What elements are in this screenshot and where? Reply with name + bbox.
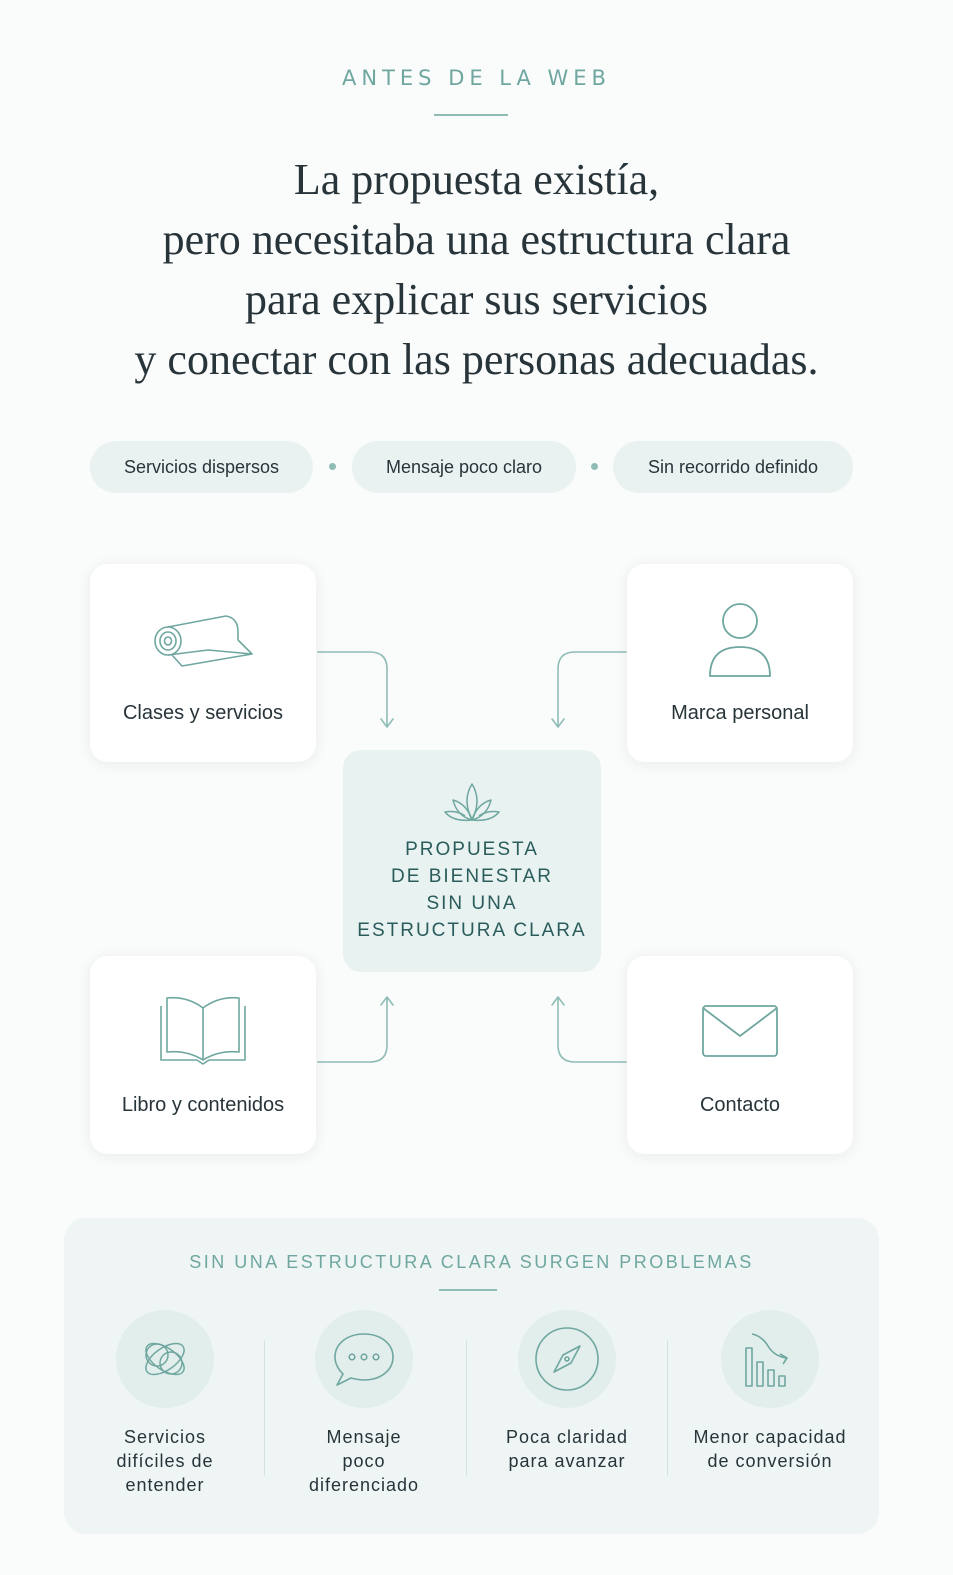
center-line: ESTRUCTURA CLARA <box>357 920 587 941</box>
problem-text: poco <box>342 1451 386 1471</box>
headline-line: pero necesitaba una estructura clara <box>162 215 791 264</box>
problem-text: diferenciado <box>308 1475 420 1495</box>
declining-chart-icon <box>721 1310 819 1408</box>
center-line: SIN UNA <box>426 893 518 914</box>
card-label: Libro y contenidos <box>121 1094 285 1116</box>
headline-line: La propuesta existía, <box>293 155 660 204</box>
card-marca-personal <box>627 564 853 762</box>
center-line: DE BIENESTAR <box>391 866 553 887</box>
card-contacto <box>627 956 853 1154</box>
center-line: PROPUESTA <box>405 839 539 860</box>
problem-text: de conversión <box>707 1451 833 1471</box>
person-icon <box>627 600 853 680</box>
tangled-circles-icon <box>116 1310 214 1408</box>
card-label: Contacto <box>699 1094 781 1116</box>
lotus-icon <box>443 780 501 829</box>
problem-separator <box>667 1340 668 1476</box>
problem-text: Servicios <box>123 1427 207 1447</box>
open-book-icon <box>90 994 316 1066</box>
problems-divider <box>439 1289 497 1291</box>
headline-line: y conectar con las personas adecuadas. <box>134 335 819 384</box>
problem-text: Menor capacidad <box>693 1427 847 1447</box>
arrow-contacto-to-center <box>558 998 626 1062</box>
card-label: Clases y servicios <box>122 702 284 724</box>
card-clases-y-servicios <box>90 564 316 762</box>
problem-text: para avanzar <box>508 1451 626 1471</box>
headline-line: para explicar sus servicios <box>244 275 709 324</box>
problem-text: entender <box>125 1475 205 1495</box>
speech-bubble-icon <box>315 1310 413 1408</box>
arrow-clases-to-center <box>318 652 387 726</box>
yoga-mat-icon <box>90 608 316 672</box>
pill-sin-recorrido: Sin recorrido definido <box>613 441 853 493</box>
pill-servicios-dispersos: Servicios dispersos <box>90 441 313 493</box>
arrow-marca-to-center <box>558 652 626 726</box>
card-libro-y-contenidos <box>90 956 316 1154</box>
problems-panel <box>64 1218 879 1534</box>
compass-icon <box>518 1310 616 1408</box>
arrow-libro-to-center <box>318 998 387 1062</box>
envelope-icon <box>627 1004 853 1058</box>
problems-title: SIN UNA ESTRUCTURA CLARA SURGEN PROBLEMAS <box>189 1252 754 1272</box>
problem-text: difíciles de <box>116 1451 214 1471</box>
problem-text: Poca claridad <box>505 1427 629 1447</box>
card-label: Marca personal <box>671 702 809 724</box>
problem-text: Mensaje <box>326 1427 402 1447</box>
pill-mensaje-poco-claro: Mensaje poco claro <box>352 441 576 493</box>
eyebrow: ANTES DE LA WEB <box>342 66 611 90</box>
center-propuesta-box <box>343 750 601 972</box>
